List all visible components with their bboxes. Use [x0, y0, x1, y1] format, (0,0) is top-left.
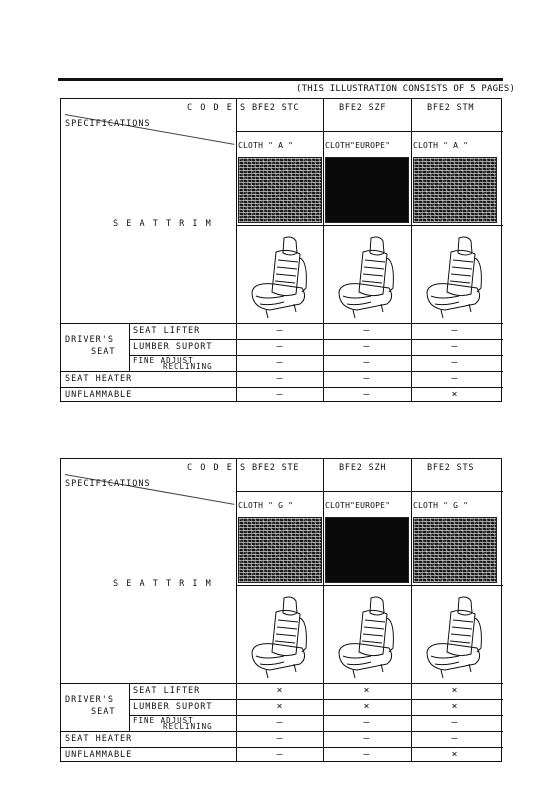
- grid-line: [236, 585, 503, 586]
- row-label: UNFLAMMABLE: [65, 390, 133, 400]
- cloth-swatch: [325, 157, 409, 223]
- drivers-seat-label: SEAT: [91, 347, 116, 357]
- row-value: —: [451, 373, 458, 384]
- column-code: BFE2 STS: [427, 463, 475, 473]
- row-value: —: [363, 357, 370, 368]
- column-code: BFE2 STE: [252, 463, 300, 473]
- seat-illustration: [421, 234, 491, 320]
- seat-illustration: [421, 594, 491, 680]
- row-value: ×: [276, 685, 283, 696]
- spec-table-1: [60, 98, 502, 402]
- seat-illustration: [333, 594, 403, 680]
- cloth-swatch: [413, 157, 497, 223]
- cloth-swatch: [325, 517, 409, 583]
- page-note: (THIS ILLUSTRATION CONSISTS OF 5 PAGES): [296, 84, 516, 94]
- drivers-seat-label: DRIVER'S: [65, 695, 114, 705]
- seat-illustration: [246, 234, 316, 320]
- specifications-label: SPECIFICATIONS: [65, 479, 151, 489]
- row-value: —: [363, 717, 370, 728]
- grid-line: [129, 699, 503, 700]
- row-value: —: [276, 717, 283, 728]
- row-label: FINE ADJUST: [133, 356, 194, 365]
- codes-label: C O D E S: [187, 463, 247, 473]
- row-label: LUMBER SUPORT: [133, 342, 213, 352]
- row-value: ×: [276, 701, 283, 712]
- seat-trim-label: S E A T T R I M: [113, 579, 213, 589]
- row-label: RECLINING: [163, 362, 213, 371]
- row-value: —: [276, 357, 283, 368]
- grid-line: [61, 747, 503, 748]
- row-label: SEAT LIFTER: [133, 326, 201, 336]
- row-value: —: [363, 389, 370, 400]
- row-value: ×: [451, 701, 458, 712]
- cloth-label: CLOTH " A ": [413, 141, 469, 150]
- row-label: UNFLAMMABLE: [65, 750, 133, 760]
- row-value: —: [363, 373, 370, 384]
- grid-line: [411, 459, 412, 761]
- column-code: BFE2 STC: [252, 103, 300, 113]
- column-code: BFE2 SZF: [339, 103, 387, 113]
- grid-line: [61, 323, 503, 324]
- drivers-seat-label: SEAT: [91, 707, 116, 717]
- top-rule: [58, 78, 503, 81]
- row-label: SEAT LIFTER: [133, 686, 201, 696]
- grid-line: [411, 99, 412, 401]
- cloth-label: CLOTH " A ": [238, 141, 294, 150]
- row-value: —: [451, 357, 458, 368]
- grid-line: [129, 683, 130, 731]
- grid-line: [236, 131, 503, 132]
- row-value: —: [363, 733, 370, 744]
- spec-table-2: [60, 458, 502, 762]
- row-label: FINE ADJUST: [133, 716, 194, 725]
- cloth-swatch: [238, 157, 322, 223]
- specifications-label: SPECIFICATIONS: [65, 119, 151, 129]
- grid-line: [61, 387, 503, 388]
- row-value: ×: [363, 685, 370, 696]
- seat-trim-label: S E A T T R I M: [113, 219, 213, 229]
- row-value: —: [451, 733, 458, 744]
- row-value: ×: [363, 701, 370, 712]
- grid-line: [236, 99, 237, 401]
- row-value: ×: [451, 749, 458, 760]
- row-value: —: [363, 325, 370, 336]
- row-label: RECLINING: [163, 722, 213, 731]
- grid-line: [236, 225, 503, 226]
- codes-label: C O D E S: [187, 103, 247, 113]
- row-value: —: [363, 341, 370, 352]
- row-value: —: [451, 717, 458, 728]
- row-value: —: [276, 749, 283, 760]
- cloth-swatch: [413, 517, 497, 583]
- seat-illustration: [246, 594, 316, 680]
- row-value: ×: [451, 389, 458, 400]
- grid-line: [61, 371, 503, 372]
- row-label: LUMBER SUPORT: [133, 702, 213, 712]
- row-value: —: [276, 389, 283, 400]
- seat-illustration: [333, 234, 403, 320]
- row-value: ×: [451, 685, 458, 696]
- grid-line: [61, 683, 503, 684]
- row-value: —: [276, 325, 283, 336]
- cloth-label: CLOTH " G ": [238, 501, 294, 510]
- row-value: —: [363, 749, 370, 760]
- cloth-label: CLOTH " G ": [413, 501, 469, 510]
- row-value: —: [451, 341, 458, 352]
- row-value: —: [276, 733, 283, 744]
- row-label: SEAT HEATER: [65, 374, 133, 384]
- cloth-swatch: [238, 517, 322, 583]
- grid-line: [323, 99, 324, 401]
- grid-line: [236, 459, 237, 761]
- grid-line: [236, 491, 503, 492]
- column-code: BFE2 SZH: [339, 463, 387, 473]
- drivers-seat-label: DRIVER'S: [65, 335, 114, 345]
- cloth-label: CLOTH"EUROPE": [325, 501, 391, 510]
- grid-line: [129, 323, 130, 371]
- row-label: SEAT HEATER: [65, 734, 133, 744]
- row-value: —: [276, 341, 283, 352]
- column-code: BFE2 STM: [427, 103, 475, 113]
- grid-line: [129, 339, 503, 340]
- row-value: —: [276, 373, 283, 384]
- grid-line: [61, 731, 503, 732]
- cloth-label: CLOTH"EUROPE": [325, 141, 391, 150]
- row-value: —: [451, 325, 458, 336]
- grid-line: [323, 459, 324, 761]
